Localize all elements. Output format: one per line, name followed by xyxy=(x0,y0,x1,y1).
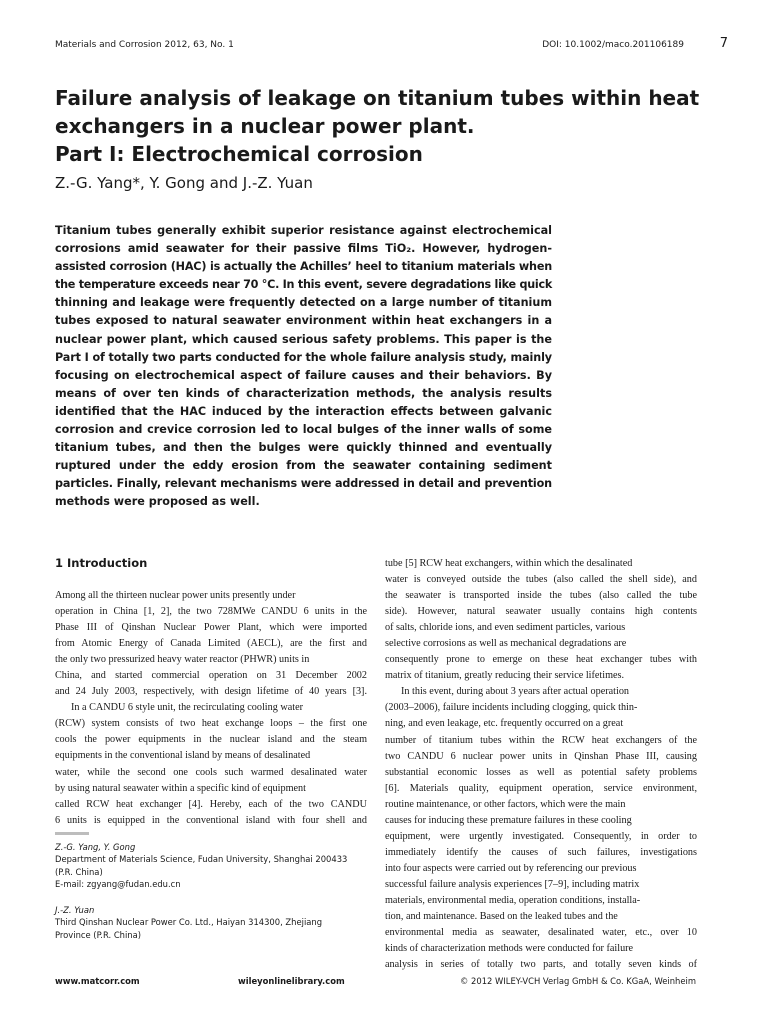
abstract-line: particles. Finally, relevant mechanisms were addressed in detail and prevention xyxy=(55,477,552,491)
left-column-text xyxy=(55,588,367,829)
body-line: environmental media as seawater, desalinated water, etc., over 10 xyxy=(385,927,697,939)
author-email[interactable]: E-mail: zgyang@fudan.edu.cn xyxy=(55,879,181,890)
affiliation-organization: Third Qinshan Nuclear Power Co. Ltd., Haiyan 314300, Zhejiang xyxy=(55,917,323,928)
body-line: water, while the second one cools such warmed desalinated water xyxy=(55,766,367,778)
abstract-line: corrosion and crevice corrosion led to local bulges of the inner walls of some xyxy=(55,423,552,437)
affiliation-department: Department of Materials Science, Fudan University, Shanghai 200433 xyxy=(55,854,348,865)
copyright-notice: © 2012 WILEY-VCH Verlag GmbH & Co. KGaA, Weinheim xyxy=(460,976,696,986)
body-line: immediately identify the causes of such failures, investigations xyxy=(385,846,697,858)
body-line: analysis in series of totally two parts, and totally seven kinds of xyxy=(385,959,697,971)
affiliation-country: Province (P.R. China) xyxy=(55,929,142,940)
journal-website-link[interactable]: www.matcorr.com xyxy=(55,976,140,986)
abstract-line: nuclear power plant, which caused serious safety problems. This paper is the xyxy=(55,332,552,346)
abstract-line: the temperature exceeds near 70 °C. In this event, severe degradations like quick xyxy=(55,278,552,292)
body-line: number of titanium tubes within the RCW heat exchangers of the xyxy=(385,734,697,746)
abstract-line: corrosions amid seawater for their passive films TiO₂. However, hydrogen- xyxy=(55,242,552,256)
author-list: Z.-G. Yang*, Y. Gong and J.-Z. Yuan xyxy=(55,174,313,192)
body-line: consequently prone to emerge on these heat exchanger tubes with xyxy=(385,654,697,666)
body-line: operation in China [1, 2], the two 728MWe CANDU 6 units in the xyxy=(55,606,367,618)
body-line: two CANDU 6 nuclear power units in Qinshan Phase III, causing xyxy=(385,750,697,762)
affiliation-names: Z.-G. Yang, Y. Gong xyxy=(55,842,136,852)
body-line: equipment, were urgently investigated. Consequently, in order to xyxy=(385,830,697,842)
body-line: and 24 July 2003, respectively, with design lifetime of 40 years [3]. xyxy=(55,686,367,698)
body-line: ning, and even leakage, etc. frequently occurred on a great xyxy=(385,718,624,730)
body-line: In a CANDU 6 style unit, the recirculating cooling water xyxy=(71,702,303,714)
article-title xyxy=(55,84,715,168)
wiley-online-library-link[interactable]: wileyonlinelibrary.com xyxy=(238,976,345,986)
affiliation-1 xyxy=(55,841,375,891)
body-line: matrix of titanium, greatly reducing their service lifetimes. xyxy=(385,670,625,682)
body-line: of salts, chloride ions, and even sediment particles, various xyxy=(385,622,626,634)
section-heading: 1 Introduction xyxy=(55,556,148,570)
body-line: called RCW heat exchanger [4]. Hereby, each of the two CANDU xyxy=(55,798,367,810)
right-column-text xyxy=(385,556,697,973)
body-line: from Atomic Energy of Canada Limited (AECL), are the first and xyxy=(55,638,367,650)
abstract-line: Part I of totally two parts conducted for the whole failure analysis study, mainly xyxy=(55,350,552,364)
body-line: materials, environmental media, operation conditions, installa- xyxy=(385,894,641,906)
body-line: causes for inducing these premature failures in these cooling xyxy=(385,814,632,826)
journal-citation: Materials and Corrosion 2012, 63, No. 1 xyxy=(55,40,234,50)
body-line: tube [5] RCW heat exchangers, within which the desalinated xyxy=(385,558,633,569)
body-line: [6]. Materials quality, equipment operation, service environment, xyxy=(385,782,697,794)
page-number: 7 xyxy=(719,36,728,51)
affiliation-names: J.-Z. Yuan xyxy=(55,905,95,915)
doi[interactable]: DOI: 10.1002/maco.201106189 xyxy=(542,40,684,50)
abstract-line: assisted corrosion (HAC) is actually the Achilles’ heel to titanium materials when xyxy=(55,260,552,274)
body-line: substantial economic losses as well as potential safety problems xyxy=(385,766,697,778)
body-line: selective corrosions as well as mechanical degradations are xyxy=(385,638,627,650)
body-line: (RCW) system consists of two heat exchange loops – the first one xyxy=(55,718,367,730)
body-line: by using natural seawater within a specific kind of equipment xyxy=(55,782,306,794)
body-line: equipments in the conventional island by means of desalinated xyxy=(55,750,311,762)
body-line: China, and started commercial operation on 31 December 2002 xyxy=(55,670,367,682)
abstract-line: focusing on electrochemical aspect of failure causes and their behaviors. By xyxy=(55,368,552,382)
abstract-line: Titanium tubes generally exhibit superior resistance against electrochemical xyxy=(55,224,552,237)
body-line: tion, and maintenance. Based on the leaked tubes and the xyxy=(385,911,618,923)
body-line: kinds of characterization methods were conducted for failure xyxy=(385,943,634,955)
title-line: Failure analysis of leakage on titanium tubes within heat xyxy=(55,86,700,110)
abstract-line: means of over ten kinds of characterization methods, the analysis results xyxy=(55,386,552,400)
abstract-line: thinning and leakage were frequently detected on a large number of titanium xyxy=(55,296,552,310)
affiliation-divider xyxy=(55,832,89,835)
body-line: the only two pressurized heavy water reactor (PHWR) units in xyxy=(55,654,310,666)
right-column xyxy=(385,556,697,973)
abstract-line: ruptured under the eddy erosion from the seawater containing sediment xyxy=(55,459,552,473)
body-line: the seawater is transported inside the tubes (also called the tube xyxy=(385,590,697,602)
affiliation-2 xyxy=(55,904,375,941)
body-line: into four aspects were carried out by referencing our previous xyxy=(385,862,637,874)
left-column xyxy=(55,556,367,829)
abstract-line: identified that the HAC induced by the interaction effects between galvanic xyxy=(55,404,552,418)
title-line: exchangers in a nuclear power plant. xyxy=(55,114,475,138)
abstract-line: tubes exposed to natural seawater environment within heat exchangers in a xyxy=(55,314,552,328)
body-line: Phase III of Qinshan Nuclear Power Plant, which were imported xyxy=(55,622,367,634)
abstract-line: titanium tubes, and then the bulges were quickly thinned and eventually xyxy=(55,441,552,455)
body-line: side). However, natural seawater usually contains high contents xyxy=(385,606,697,618)
body-line: In this event, during about 3 years after actual operation xyxy=(401,686,630,698)
body-line: cools the power equipments in the nuclear island and the steam xyxy=(55,734,367,746)
title-line: Part I: Electrochemical corrosion xyxy=(55,142,423,166)
body-line: successful failure analysis experiences [7–9], including matrix xyxy=(385,878,640,890)
running-header xyxy=(55,36,728,56)
affiliation-country: (P.R. China) xyxy=(55,866,103,877)
abstract xyxy=(55,222,552,512)
abstract-line: methods were proposed as well. xyxy=(55,495,260,509)
body-line: Among all the thirteen nuclear power units presently under xyxy=(55,590,296,601)
body-line: routine maintenance, or other factors, which were the main xyxy=(385,798,626,810)
body-line: 6 units is equipped in the conventional island with four shell and xyxy=(55,814,367,826)
body-line: (2003–2006), failure incidents including clogging, quick thin- xyxy=(385,702,638,714)
body-line: water is conveyed outside the tubes (also called the shell side), and xyxy=(385,574,697,586)
